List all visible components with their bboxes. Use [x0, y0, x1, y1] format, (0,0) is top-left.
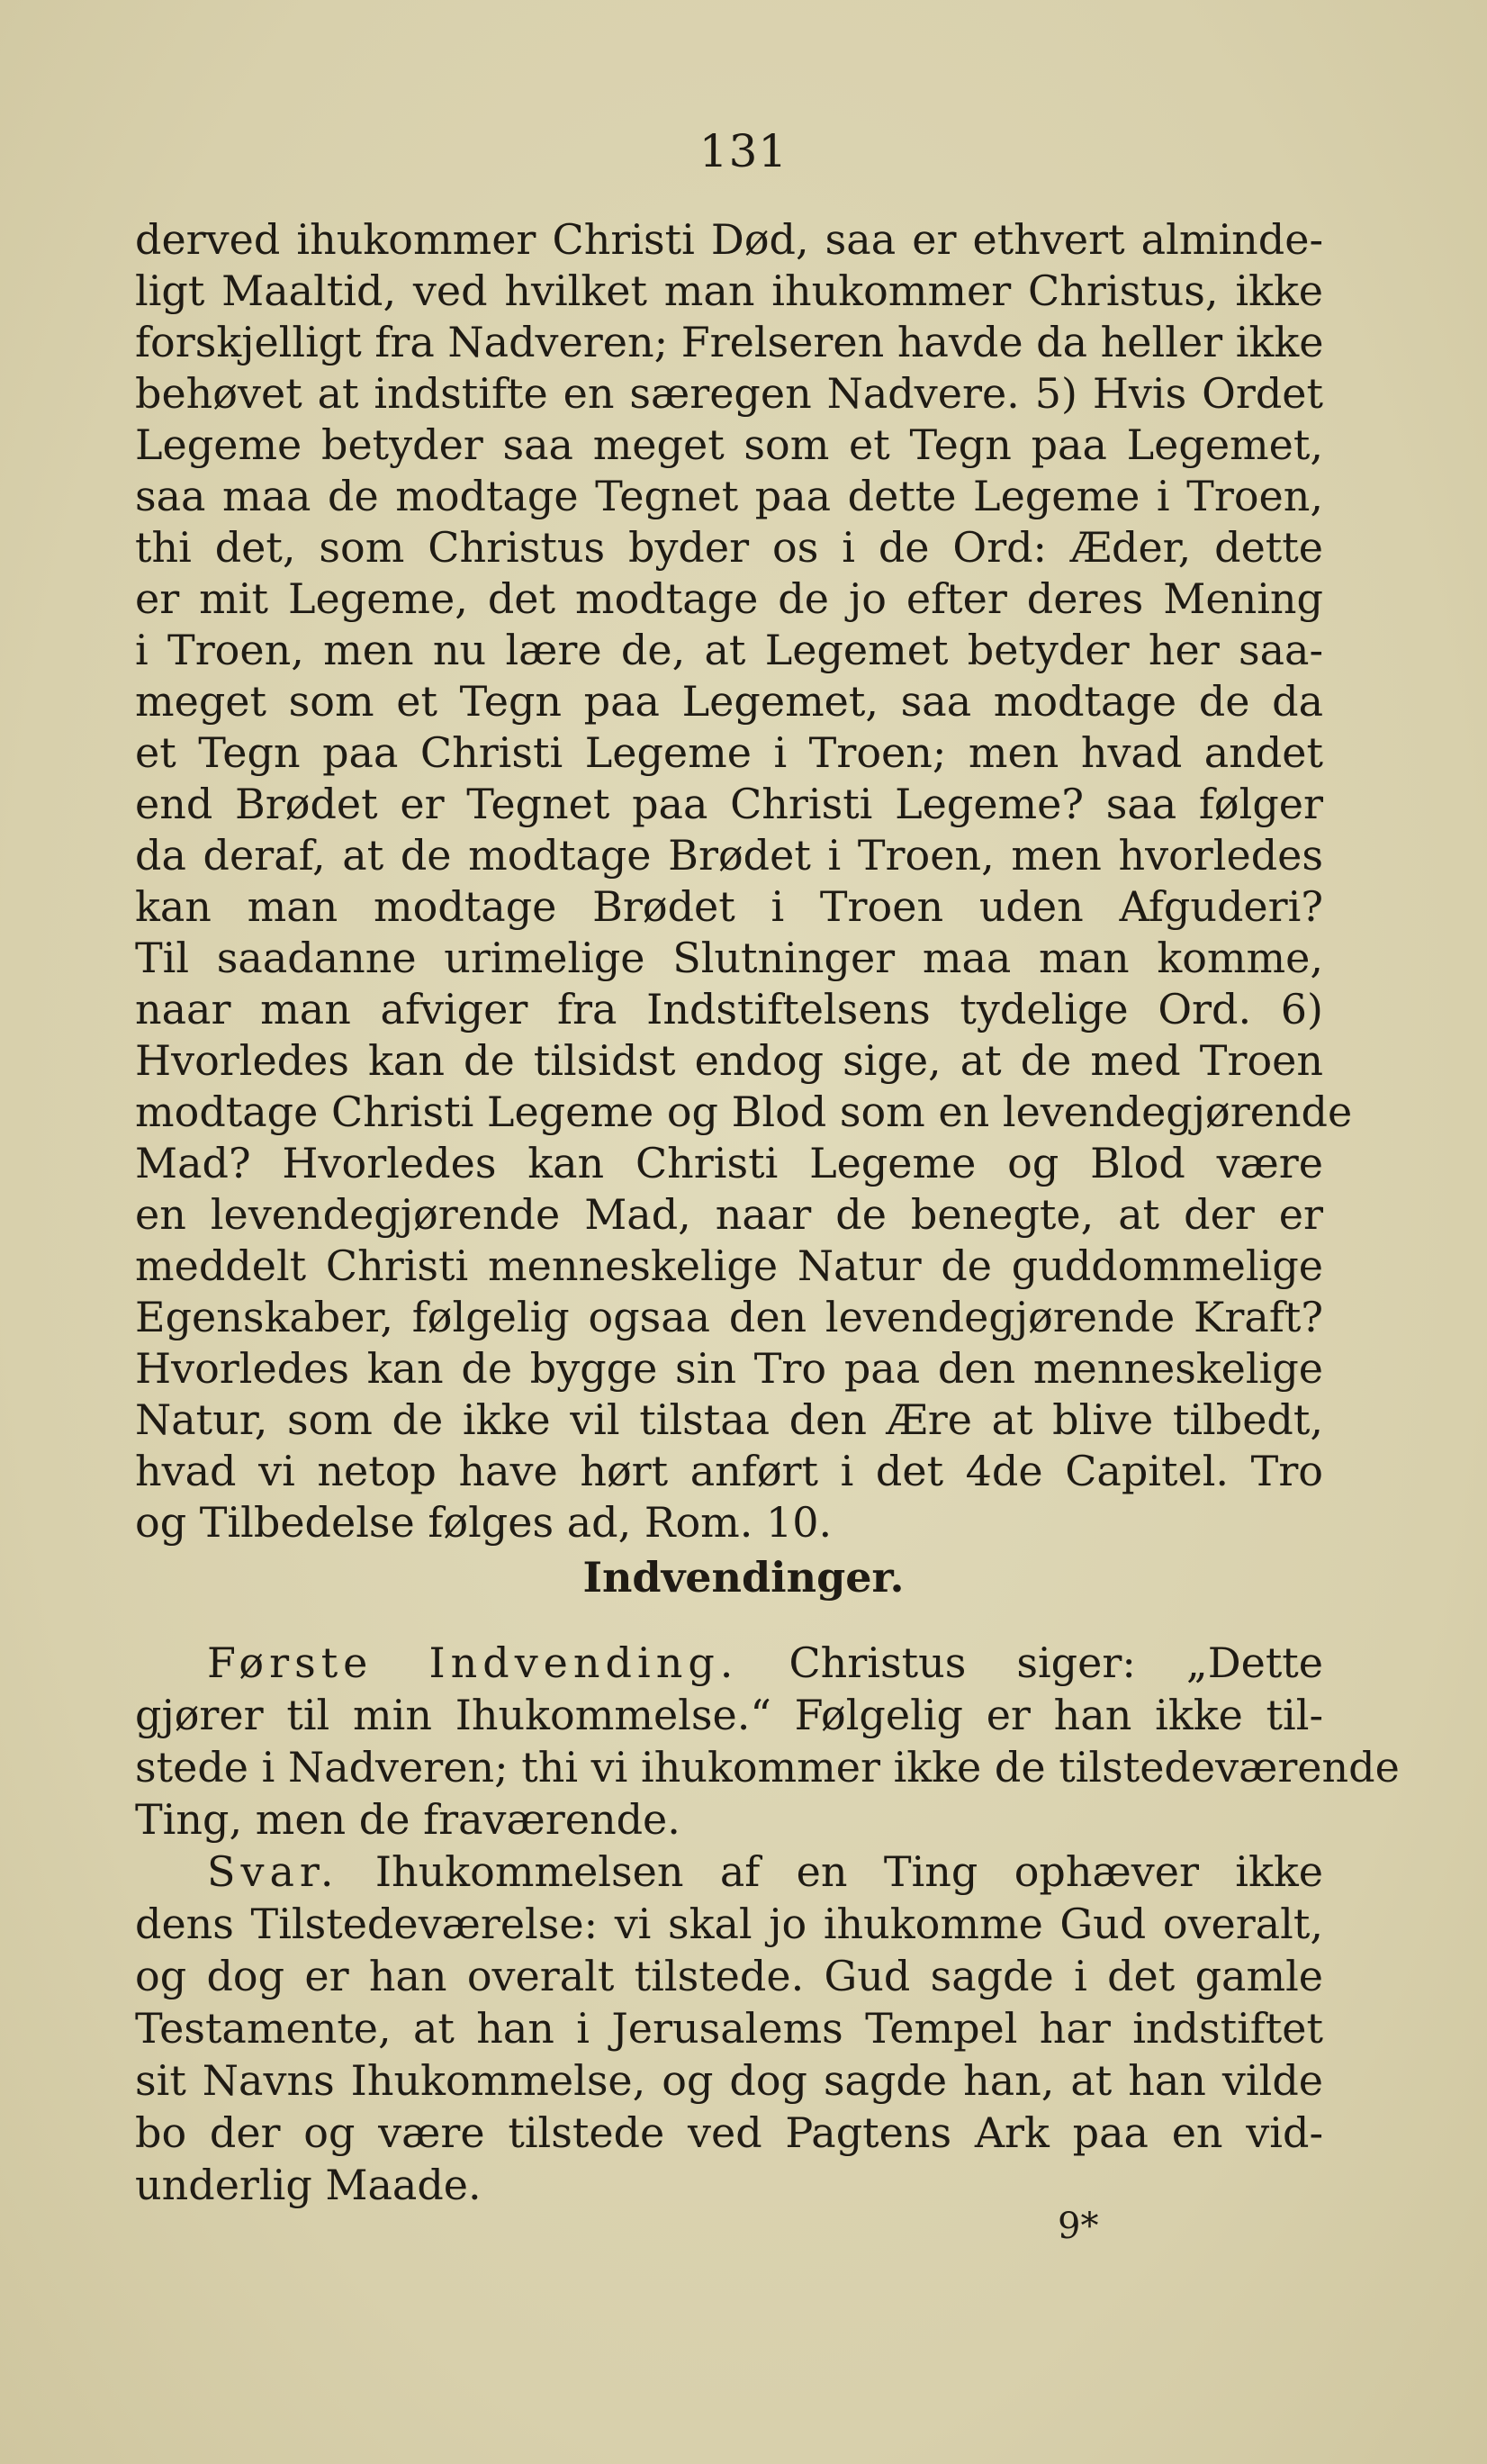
page-number: 131: [698, 125, 789, 177]
text-line: underlig Maade.: [135, 2161, 482, 2209]
text-line: Til saadanne urimelige Slutninger maa man komme,: [135, 934, 1323, 982]
text-line: kan man modtage Brødet i Troen uden Afguderi?: [135, 882, 1323, 931]
text-line: Legeme betyder saa meget som et Tegn paa Legemet,: [135, 420, 1323, 469]
text-line: dens Tilstedeværelse: vi skal jo ihukomme Gud overalt,: [135, 1900, 1323, 1948]
answer-label: Svar.: [207, 1847, 339, 1896]
objection-text: Christus siger: „Dette: [789, 1638, 1324, 1687]
text-line: da deraf, at de modtage Brødet i Troen, men hvorledes: [135, 831, 1323, 880]
text-line: derved ihukommer Christi Død, saa er ethvert alminde-: [135, 215, 1323, 264]
text-line: gjører til min Ihukommelse.“ Følgelig er han ikke til-: [135, 1691, 1323, 1739]
text-line: end Brødet er Tegnet paa Christi Legeme? saa følger: [135, 780, 1323, 828]
text-line: og Tilbedelse følges ad, Rom. 10.: [135, 1498, 833, 1547]
text-line: Egenskaber, følgelig ogsaa den levendegjørende Kraft?: [135, 1293, 1323, 1341]
objection-first-line: [135, 1637, 1323, 1689]
text-line: ligt Maaltid, ved hvilket man ihukommer Christus, ikke: [135, 266, 1323, 315]
text-line: er mit Legeme, det modtage de jo efter deres Mening: [135, 574, 1323, 623]
text-line: hvad vi netop have hørt anført i det 4de Capitel. Tro: [135, 1447, 1323, 1495]
answer-first-line: [135, 1846, 1323, 1898]
text-line: Hvorledes kan de bygge sin Tro paa den menneskelige: [135, 1344, 1323, 1393]
signature-mark: 9*: [1058, 2206, 1099, 2247]
text-line: i Troen, men nu lære de, at Legemet betyder her saa-: [135, 626, 1323, 674]
text-line: modtage Christi Legeme og Blod som en levendegjørende: [135, 1088, 1353, 1136]
text-line: og dog er han overalt tilstede. Gud sagde i det gamle: [135, 1952, 1323, 2000]
text-line: Hvorledes kan de tilsidst endog sige, at de med Troen: [135, 1036, 1323, 1085]
text-line: Mad? Hvorledes kan Christi Legeme og Blod være: [135, 1139, 1323, 1187]
text-line: meget som et Tegn paa Legemet, saa modtage de da: [135, 677, 1323, 726]
objection-label: Første Indvending.: [207, 1638, 739, 1687]
text-line: meddelt Christi menneskelige Natur de guddommelige: [135, 1241, 1323, 1290]
answer-text: Ihukommelsen af en Ting ophæver ikke: [374, 1847, 1323, 1896]
objection-section: [135, 1637, 1400, 2211]
text-line: behøvet at indstifte en særegen Nadvere. 5) Hvis Ordet: [135, 369, 1323, 418]
paragraph-continuation: [135, 214, 1353, 1548]
text-line: Ting, men de fraværende.: [135, 1795, 680, 1844]
text-line: bo der og være tilstede ved Pagtens Ark paa en vid-: [135, 2108, 1323, 2157]
text-line: saa maa de modtage Tegnet paa dette Legeme i Troen,: [135, 472, 1323, 520]
text-line: Testamente, at han i Jerusalems Tempel har indstiftet: [135, 2004, 1323, 2053]
text-line: stede i Nadveren; thi vi ihukommer ikke de tilstedeværende: [135, 1743, 1400, 1792]
text-line: naar man afviger fra Indstiftelsens tydelige Ord. 6): [135, 985, 1323, 1033]
text-line: forskjelligt fra Nadveren; Frelseren havde da heller ikke: [135, 318, 1324, 366]
text-line: et Tegn paa Christi Legeme i Troen; men hvad andet: [135, 728, 1323, 777]
text-line: sit Navns Ihukommelse, og dog sagde han, at han vilde: [135, 2056, 1323, 2105]
section-heading: Indvendinger.: [582, 1553, 905, 1602]
text-line: Natur, som de ikke vil tilstaa den Ære at blive tilbedt,: [135, 1395, 1323, 1444]
text-line: en levendegjørende Mad, naar de benegte, at der er: [135, 1190, 1323, 1239]
text-line: thi det, som Christus byder os i de Ord: Æder, dette: [135, 523, 1323, 572]
